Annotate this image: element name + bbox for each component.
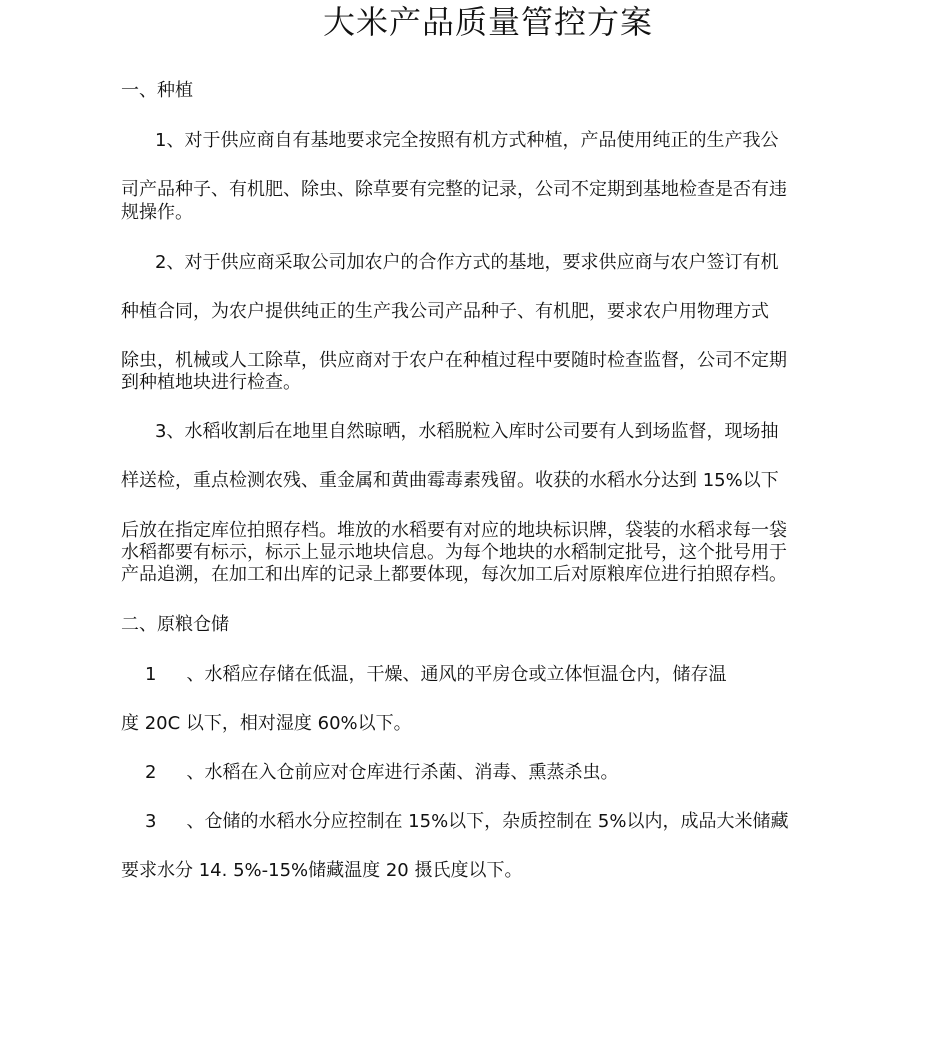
paragraph-line: 2、对于供应商采取公司加农户的合作方式的基地，要求供应商与农户签订有机	[155, 252, 779, 273]
page-title: 大米产品质量管控方案	[322, 3, 653, 41]
paragraph-line: 司产品种子、有机肥、除虫、除草要有完整的记录，公司不定期到基地检查是否有违	[121, 179, 787, 200]
paragraph-line: 1、对于供应商自有基地要求完全按照有机方式种植，产品使用纯正的生产我公	[155, 130, 779, 151]
paragraph-line: 种植合同，为农户提供纯正的生产我公司产品种子、有机肥，要求农户用物理方式	[121, 301, 769, 322]
numbered-item	[145, 811, 788, 833]
paragraph-line: 除虫，机械或人工除草，供应商对于农户在种植过程中要随时检查监督，公司不定期	[121, 350, 787, 371]
numbered-item	[145, 762, 618, 784]
section-heading: 二、原粮仓储	[121, 614, 229, 635]
item-number: 1	[145, 664, 157, 685]
paragraph-line: 后放在指定库位拍照存档。堆放的水稻要有对应的地块标识牌，袋装的水稻求每一袋	[121, 520, 787, 541]
paragraph-line: 3、水稻收割后在地里自然晾晒，水稻脱粒入库时公司要有人到场监督，现场抽	[155, 421, 779, 442]
section-heading: 一、种植	[121, 80, 193, 101]
item-number: 3	[145, 811, 157, 832]
item-text: 、水稻应存储在低温，干燥、通风的平房仓或立体恒温仓内，储存温	[186, 664, 727, 685]
paragraph-line: 产品追溯，在加工和出库的记录上都要体现，每次加工后对原粮库位进行拍照存档。	[121, 564, 787, 585]
paragraph-line: 样送检，重点检测农残、重金属和黄曲霉毒素残留。收获的水稻水分达到 15%以下	[121, 470, 779, 491]
item-text: 、水稻在入仓前应对仓库进行杀菌、消毒、熏蒸杀虫。	[186, 762, 619, 783]
item-number: 2	[145, 762, 157, 783]
paragraph-line: 到种植地块进行检查。	[121, 372, 301, 393]
paragraph-line: 规操作。	[121, 202, 193, 223]
paragraph-line: 水稻都要有标示，标示上显示地块信息。为每个地块的水稻制定批号，这个批号用于	[121, 542, 787, 563]
paragraph-line: 要求水分 14. 5%-15%储藏温度 20 摄氏度以下。	[121, 860, 523, 881]
numbered-item	[145, 664, 726, 686]
item-text: 、仓储的水稻水分应控制在 15%以下，杂质控制在 5%以内，成品大米储藏	[186, 811, 789, 832]
paragraph-line: 度 20C 以下，相对湿度 60%以下。	[121, 713, 412, 734]
